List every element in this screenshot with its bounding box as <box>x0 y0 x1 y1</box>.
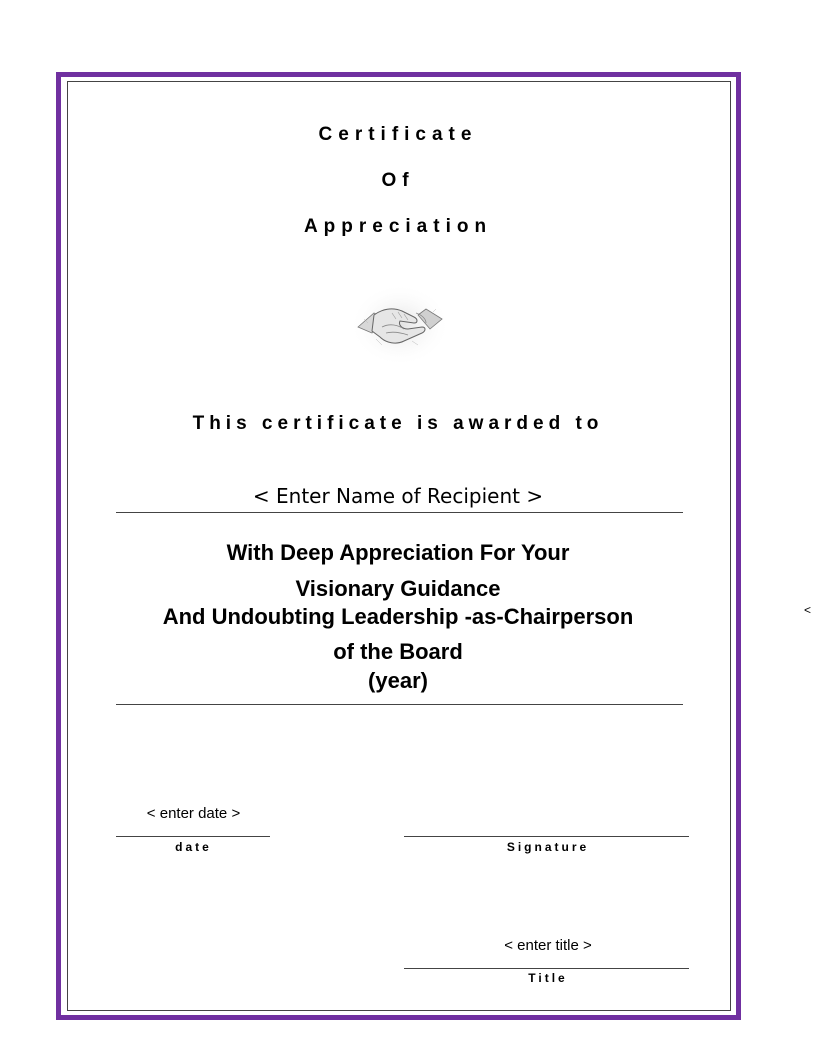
certificate-title-line-2: Of <box>381 170 415 191</box>
appreciation-line-2: Visionary Guidance <box>295 576 501 601</box>
appreciation-year: (year) <box>368 668 428 693</box>
signature-caption: Signature <box>506 840 590 854</box>
appreciation-underline <box>116 704 683 705</box>
date-underline <box>116 836 270 837</box>
date-caption: date <box>175 840 212 854</box>
title-underline <box>404 968 689 969</box>
certificate-title-line-1: Certificate <box>318 124 478 145</box>
recipient-underline <box>116 512 683 513</box>
title-caption: Title <box>528 971 568 985</box>
title-field[interactable]: < enter title > <box>504 937 592 954</box>
appreciation-line-3: And Undoubting Leadership -as-Chairperson <box>162 604 634 629</box>
appreciation-line-1: With Deep Appreciation For Your <box>226 540 570 565</box>
recipient-name-field[interactable]: < Enter Name of Recipient > <box>252 484 544 508</box>
handshake-icon <box>352 283 448 365</box>
stray-mark: < <box>804 603 812 617</box>
awarded-to-text: This certificate is awarded to <box>192 413 604 434</box>
certificate-title-line-3: Appreciation <box>303 216 493 237</box>
date-field[interactable]: < enter date > <box>146 805 241 822</box>
signature-line[interactable] <box>404 836 689 837</box>
appreciation-line-4: of the Board <box>333 639 463 664</box>
